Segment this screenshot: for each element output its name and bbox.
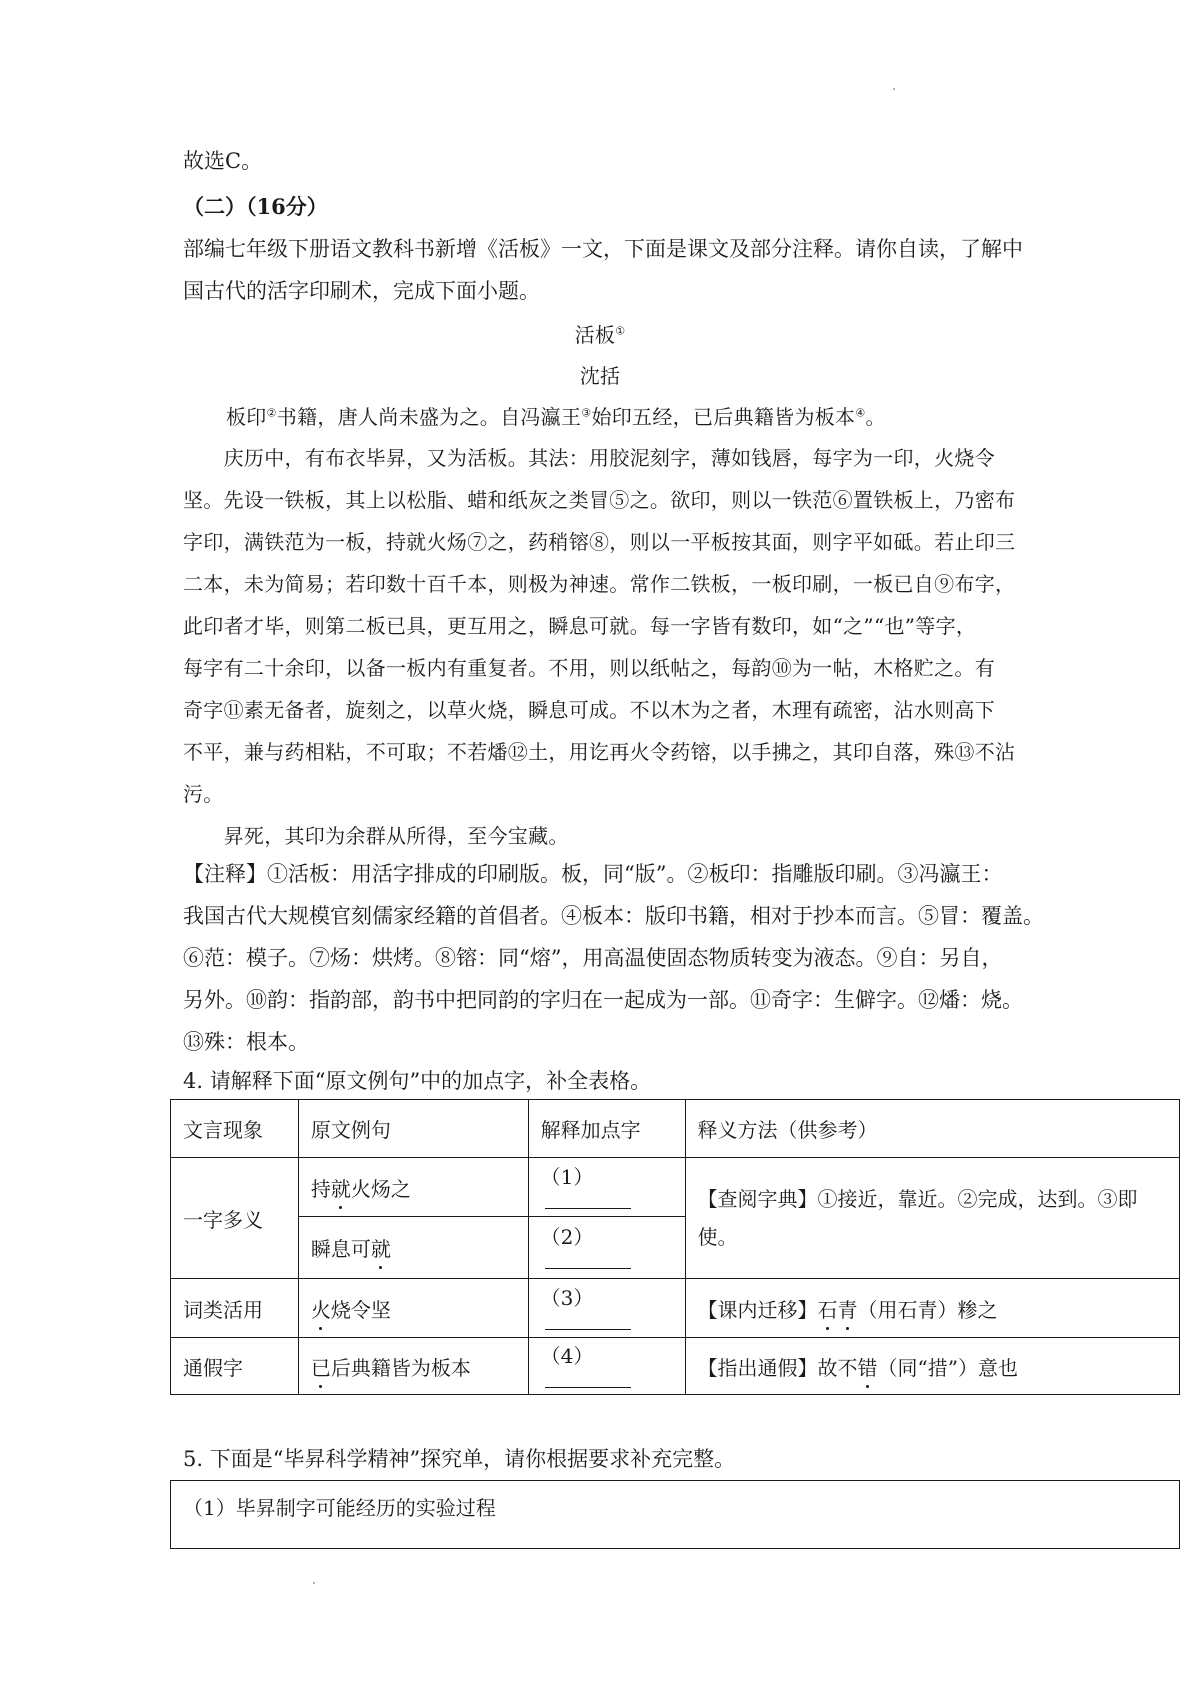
passage-line: 字印，满铁范为一板，持就火炀⑦之，药稍镕⑧，则以一平板按其面，则字平如砥。若止印三: [183, 530, 1016, 554]
method-cell: 【课内迁移】石青（用石青）糁之: [685, 1279, 1179, 1338]
header-example: 原文例句: [298, 1100, 528, 1158]
passage-line: 污。: [183, 782, 224, 806]
passage-line: 二本，未为简易；若印数十百千本，则极为神速。常作二铁板，一板印刷，一板已自⑨布字，: [183, 572, 1016, 596]
dotted-char: 就: [371, 1233, 391, 1262]
passage-line: 此印者才毕，则第二板已具，更互用之，瞬息可就。每一字皆有数印，如“之”“也”等字，: [183, 614, 977, 638]
passage-title: 活板①: [574, 323, 626, 347]
dotted-char: 石: [818, 1294, 838, 1323]
notes-line: 另外。⑩韵：指韵部，韵书中把同韵的字归在一起成为一部。⑪奇字：生僻字。⑫燔：烧。: [183, 988, 1023, 1012]
intro-line-1: 部编七年级下册语文教科书新增《活板》一文，下面是课文及部分注释。请你自读，了解中: [183, 237, 1023, 261]
dotted-char: 就: [331, 1173, 351, 1202]
table-row: [171, 1481, 1180, 1549]
header-method: 释义方法（供参考）: [685, 1100, 1179, 1158]
example-cell: 瞬息可就: [298, 1217, 528, 1279]
table-row: [171, 1279, 1180, 1338]
table-row: [171, 1158, 1180, 1217]
passage-paragraph-1: 板印②书籍，唐人尚未盛为之。自冯瀛王③始印五经，已后典籍皆为板本④。: [226, 405, 886, 429]
passage-line: 每字有二十余印，以备一板内有重复者。不用，则以纸帖之，每韵⑩为一帖，木格贮之。有: [183, 656, 995, 680]
phenomenon-cell: 一字多义: [171, 1158, 299, 1279]
example-cell: 持就火炀之: [298, 1158, 528, 1217]
table-header-row: [171, 1100, 1180, 1158]
passage-author: 沈括: [579, 364, 621, 388]
question-5-prompt: 5. 下面是“毕昇科学精神”探究单，请你根据要求补充完整。: [183, 1447, 736, 1471]
notes-line: ⑥范：模子。⑦炀：烘烤。⑧镕：同“熔”，用高温使固态物质转变为液态。⑨自：另自，: [183, 946, 1003, 970]
notes-line: 【注释】①活板：用活字排成的印刷版。板，同“版”。②板印：指雕版印刷。③冯瀛王：: [183, 862, 1003, 886]
answer-blank-2[interactable]: （2）: [528, 1217, 685, 1279]
question-5-table: [170, 1480, 1180, 1549]
method-cell: 【查阅字典】①接近，靠近。②完成，达到。③即使。: [685, 1158, 1179, 1279]
question-4-table: [170, 1099, 1180, 1395]
dotted-char: 已: [311, 1352, 331, 1381]
method-cell: 【指出通假】故不错（同“措”）意也: [685, 1338, 1179, 1395]
phenomenon-cell: 词类活用: [171, 1279, 299, 1338]
dotted-char: 青: [838, 1294, 858, 1323]
phenomenon-cell: 通假字: [171, 1338, 299, 1395]
answer-blank-1[interactable]: （1）: [528, 1158, 685, 1217]
scan-speck: [313, 1582, 315, 1584]
example-cell: 已后典籍皆为板本: [298, 1338, 528, 1395]
header-phenomenon: 文言现象: [171, 1100, 299, 1158]
passage-line: 奇字⑪素无备者，旋刻之，以草火烧，瞬息可成。不以木为之者，木理有疏密，沾水则高下: [183, 698, 995, 722]
header-explain: 解释加点字: [528, 1100, 685, 1158]
previous-answer: 故选C。: [183, 149, 263, 173]
dotted-char: 火: [311, 1294, 331, 1323]
section-heading: （二）（16分）: [183, 194, 328, 219]
passage-paragraph-3: 昇死，其印为余群从所得，至今宝藏。: [183, 824, 569, 848]
intro-line-2: 国古代的活字印刷术，完成下面小题。: [183, 279, 540, 303]
answer-blank-4[interactable]: （4）: [528, 1338, 685, 1395]
table-row: [171, 1338, 1180, 1395]
question-4-prompt: 4. 请解释下面“原文例句”中的加点字，补全表格。: [183, 1069, 652, 1093]
passage-line: 坚。先设一铁板，其上以松脂、蜡和纸灰之类冒⑤之。欲印，则以一铁范⑥置铁板上，乃密布: [183, 488, 1016, 512]
notes-line: 我国古代大规模官刻儒家经籍的首倡者。④板本：版印书籍，相对于抄本而言。⑤冒：覆盖。: [183, 904, 1044, 928]
dotted-char: 错: [858, 1352, 878, 1381]
example-cell: 火烧令坚: [298, 1279, 528, 1338]
passage-line: 庆历中，有布衣毕昇，又为活板。其法：用胶泥刻字，薄如钱唇，每字为一印，火烧令: [183, 446, 995, 470]
q5-row-1: （1）毕昇制字可能经历的实验过程: [171, 1481, 1180, 1549]
answer-blank-3[interactable]: （3）: [528, 1279, 685, 1338]
passage-line: 不平，兼与药相粘，不可取；不若燔⑫土，用讫再火令药镕，以手拂之，其印自落，殊⑬不沾: [183, 740, 1016, 764]
notes-line: ⑬殊：根本。: [183, 1030, 309, 1054]
scan-speck: [893, 88, 895, 90]
